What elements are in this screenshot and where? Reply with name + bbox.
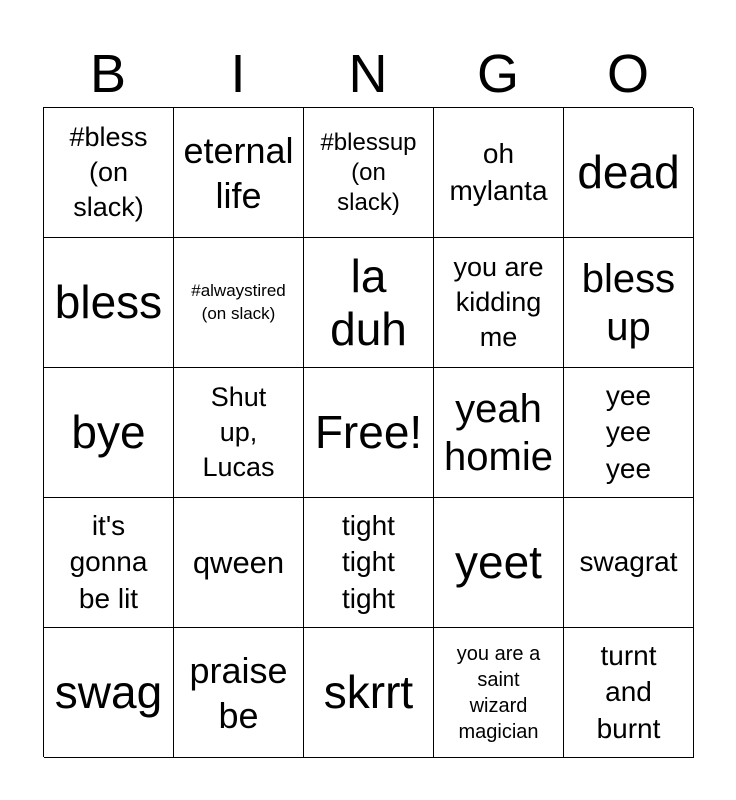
cell-label: oh mylanta <box>449 138 548 206</box>
cell-label: la duh <box>330 249 407 355</box>
bingo-cell[interactable] <box>564 368 694 498</box>
cell-label: Free! <box>314 406 423 459</box>
cell-label: #bless (on slack) <box>69 121 148 223</box>
bingo-cell[interactable] <box>174 238 304 368</box>
bingo-header <box>43 40 693 108</box>
bingo-cell[interactable] <box>434 238 564 368</box>
bingo-cell[interactable] <box>304 498 434 628</box>
cell-label: bless <box>54 276 163 329</box>
cell-label: eternal life <box>183 129 294 216</box>
cell-label: qween <box>192 544 285 580</box>
cell-label: you are kidding me <box>453 251 544 353</box>
bingo-cell[interactable] <box>44 628 174 758</box>
cell-label: it's gonna be lit <box>69 509 148 614</box>
bingo-cell[interactable] <box>44 238 174 368</box>
header-letter-g: G <box>476 44 519 104</box>
bingo-cell[interactable] <box>434 628 564 758</box>
bingo-cell[interactable] <box>564 498 694 628</box>
free-space-cell[interactable] <box>304 368 434 498</box>
bingo-cell[interactable] <box>174 628 304 758</box>
bingo-board <box>43 107 693 757</box>
cell-label: swag <box>54 666 163 719</box>
cell-label: yee yee yee <box>605 379 652 484</box>
cell-label: yeet <box>455 536 542 589</box>
cell-label: tight tight tight <box>342 509 395 614</box>
bingo-cell[interactable] <box>44 498 174 628</box>
bingo-cell[interactable] <box>304 628 434 758</box>
cell-label: dead <box>577 146 680 199</box>
header-letter-b: B <box>89 44 127 104</box>
bingo-cell[interactable] <box>174 108 304 238</box>
bingo-cell[interactable] <box>174 368 304 498</box>
header-letter-i: I <box>230 44 246 104</box>
bingo-cell[interactable] <box>174 498 304 628</box>
cell-label: swagrat <box>579 546 678 578</box>
cell-label: turnt and burnt <box>596 639 661 744</box>
cell-label: you are a saint wizard magician <box>456 642 541 743</box>
bingo-cell[interactable] <box>564 108 694 238</box>
cell-label: #blessup (on slack) <box>320 128 417 216</box>
bingo-cell[interactable] <box>304 238 434 368</box>
cell-label: skrrt <box>323 666 414 719</box>
cell-label: #alwaystired (on slack) <box>191 281 286 323</box>
bingo-cell[interactable] <box>44 108 174 238</box>
bingo-cell[interactable] <box>434 368 564 498</box>
cell-label: Shut up, Lucas <box>202 381 275 483</box>
bingo-cell[interactable] <box>304 108 434 238</box>
bingo-cell[interactable] <box>44 368 174 498</box>
bingo-cell[interactable] <box>564 628 694 758</box>
cell-label: yeah homie <box>444 386 553 479</box>
cell-label: bless up <box>581 256 676 349</box>
header-letter-o: O <box>606 44 649 104</box>
cell-label: praise be <box>189 649 288 736</box>
bingo-cell[interactable] <box>434 498 564 628</box>
cell-label: bye <box>71 406 146 459</box>
bingo-cell[interactable] <box>564 238 694 368</box>
bingo-cell[interactable] <box>434 108 564 238</box>
header-letter-n: N <box>348 44 388 104</box>
